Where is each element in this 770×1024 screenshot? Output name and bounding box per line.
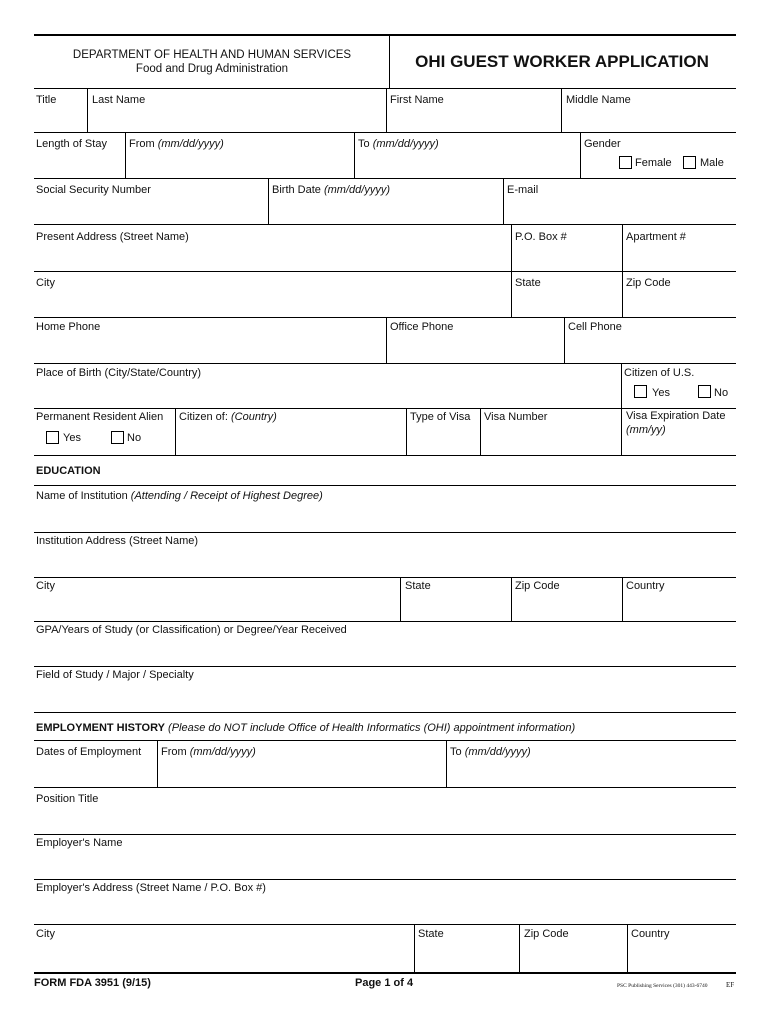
row-line: [34, 740, 736, 741]
row-line: [34, 834, 736, 835]
stay-to-label: To: [358, 138, 370, 150]
perm-resident-no-label: No: [127, 432, 142, 444]
citizen-of-field[interactable]: [176, 426, 405, 453]
first-name-field[interactable]: [387, 108, 560, 130]
middle-name-field[interactable]: [562, 108, 734, 130]
edu-country-field[interactable]: [623, 594, 734, 619]
institution-label: Name of Institution: [36, 490, 128, 502]
employment-heading-note: (Please do NOT include Office of Health Informatics (OHI) appointment information): [168, 722, 576, 734]
emp-to-label: To: [450, 746, 462, 758]
birth-date-field[interactable]: [269, 198, 502, 222]
edu-state-label: State: [405, 580, 431, 592]
citizen-us-no-checkbox[interactable]: [698, 385, 711, 398]
field-of-study-field[interactable]: [34, 684, 734, 709]
gender-female-label: Female: [635, 157, 672, 169]
visa-number-label: Visa Number: [484, 411, 548, 423]
row-line: [34, 363, 736, 364]
edu-city-label: City: [36, 580, 55, 592]
row-line: [34, 224, 736, 225]
cell-phone-field[interactable]: [565, 336, 734, 360]
stay-from-format: (mm/dd/yyyy): [157, 138, 224, 150]
row-line: [34, 132, 736, 133]
row-line: [34, 712, 736, 713]
position-title-label: Position Title: [36, 793, 99, 805]
home-phone-label: Home Phone: [36, 321, 101, 333]
edu-country-label: Country: [626, 580, 665, 592]
city-label: City: [36, 277, 55, 289]
employer-name-field[interactable]: [34, 852, 734, 877]
emp-from-label: From: [161, 746, 187, 758]
zip-label: Zip Code: [626, 277, 671, 289]
visa-number-field[interactable]: [481, 426, 620, 453]
ssn-field[interactable]: [34, 198, 267, 222]
zip-field[interactable]: [623, 291, 734, 315]
agency-name: Food and Drug Administration: [135, 63, 289, 75]
present-address-field[interactable]: [34, 246, 510, 270]
edu-city-field[interactable]: [34, 594, 399, 619]
ssn-label: Social Security Number: [36, 184, 151, 196]
stay-from-field[interactable]: [126, 152, 353, 176]
stay-from-label: From: [129, 138, 155, 150]
emp-state-field[interactable]: [415, 944, 518, 970]
education-heading: EDUCATION: [36, 465, 101, 477]
state-label: State: [515, 277, 541, 289]
perm-resident-yes-checkbox[interactable]: [46, 431, 59, 444]
row-line: [34, 879, 736, 880]
title-label: Title: [36, 94, 57, 106]
perm-resident-label: Permanent Resident Alien: [36, 411, 164, 423]
perm-resident-yes-label: Yes: [63, 432, 81, 444]
po-box-label: P.O. Box #: [515, 231, 567, 243]
perm-resident-no-checkbox[interactable]: [111, 431, 124, 444]
first-name-label: First Name: [390, 94, 444, 106]
citizen-us-yes-checkbox[interactable]: [634, 385, 647, 398]
type-of-visa-label: Type of Visa: [410, 411, 471, 423]
emp-city-field[interactable]: [34, 944, 413, 970]
form-title: OHI GUEST WORKER APPLICATION: [415, 52, 709, 71]
emp-country-label: Country: [631, 928, 670, 940]
place-of-birth-field[interactable]: [34, 381, 620, 405]
citizen-of-label: Citizen of:: [179, 411, 228, 423]
last-name-field[interactable]: [88, 108, 385, 130]
field-of-study-label: Field of Study / Major / Specialty: [36, 669, 194, 681]
emp-state-label: State: [418, 928, 444, 940]
row-line: [34, 317, 736, 318]
po-box-field[interactable]: [512, 246, 621, 270]
row-line: [34, 666, 736, 667]
visa-exp-field[interactable]: [622, 438, 734, 453]
length-of-stay-label: Length of Stay: [36, 138, 107, 150]
emp-city-label: City: [36, 928, 55, 940]
row-line: [34, 924, 736, 925]
edu-zip-label: Zip Code: [515, 580, 560, 592]
birth-date-label: Birth Date: [272, 184, 321, 196]
title-field[interactable]: [34, 108, 86, 130]
employer-name-label: Employer's Name: [36, 837, 123, 849]
emp-zip-label: Zip Code: [524, 928, 569, 940]
emp-from-field[interactable]: [158, 760, 445, 785]
row-line: [34, 408, 736, 409]
visa-exp-label: Visa Expiration Date: [626, 410, 726, 422]
employment-dates-label: Dates of Employment: [36, 746, 142, 758]
gender-label: Gender: [584, 138, 621, 150]
type-of-visa-field[interactable]: [407, 426, 479, 453]
row-line: [34, 455, 736, 456]
top-border: [34, 34, 736, 36]
row-line: [34, 577, 736, 578]
apartment-label: Apartment #: [626, 231, 686, 243]
edu-zip-field[interactable]: [512, 594, 621, 619]
row-line: [34, 271, 736, 272]
citizen-us-no-label: No: [714, 387, 729, 399]
stay-to-format: (mm/dd/yyyy): [372, 138, 439, 150]
form-id: FORM FDA 3951 (9/15): [34, 977, 151, 989]
employer-address-label: Employer's Address (Street Name / P.O. Box #): [36, 882, 266, 894]
publisher-credit: PSC Publishing Services (301) 443-6740: [617, 983, 708, 989]
page-number: Page 1 of 4: [355, 977, 414, 989]
present-address-label: Present Address (Street Name): [36, 231, 189, 243]
city-field[interactable]: [34, 291, 510, 315]
footer-line: [34, 972, 736, 974]
department-name: DEPARTMENT OF HEALTH AND HUMAN SERVICES: [72, 49, 352, 61]
inst-address-label: Institution Address (Street Name): [36, 535, 199, 547]
birth-date-format: (mm/dd/yyyy): [323, 184, 390, 196]
email-field[interactable]: [504, 198, 734, 222]
apartment-field[interactable]: [623, 246, 734, 270]
place-of-birth-label: Place of Birth (City/State/Country): [36, 367, 202, 379]
gender-female-checkbox[interactable]: [619, 156, 632, 169]
visa-exp-format: (mm/yy): [626, 424, 666, 436]
position-title-field[interactable]: [34, 808, 734, 833]
row-line: [34, 178, 736, 179]
stay-to-field[interactable]: [355, 152, 579, 176]
inst-address-field[interactable]: [34, 550, 734, 575]
header-bottom-line: [34, 88, 736, 89]
citizen-of-format: (Country): [230, 411, 277, 423]
gpa-field[interactable]: [34, 639, 734, 664]
ef-mark: EF: [726, 981, 735, 989]
home-phone-field[interactable]: [34, 336, 385, 360]
row-line: [34, 532, 736, 533]
office-phone-field[interactable]: [387, 336, 563, 360]
row-line: [34, 621, 736, 622]
gender-male-checkbox[interactable]: [683, 156, 696, 169]
office-phone-label: Office Phone: [390, 321, 454, 333]
institution-format: (Attending / Receipt of Highest Degree): [130, 490, 323, 502]
emp-country-field[interactable]: [628, 944, 734, 970]
edu-state-field[interactable]: [401, 594, 510, 619]
middle-name-label: Middle Name: [566, 94, 631, 106]
email-label: E-mail: [507, 184, 539, 196]
cell-phone-label: Cell Phone: [568, 321, 622, 333]
last-name-label: Last Name: [92, 94, 146, 106]
employer-address-field[interactable]: [34, 897, 734, 922]
row-line: [34, 787, 736, 788]
employment-heading: EMPLOYMENT HISTORY: [36, 722, 165, 734]
gender-male-label: Male: [700, 157, 724, 169]
emp-zip-field[interactable]: [520, 944, 626, 970]
citizen-us-label: Citizen of U.S.: [624, 367, 695, 379]
institution-field[interactable]: [34, 505, 734, 530]
divider: [580, 132, 581, 178]
gpa-label: GPA/Years of Study (or Classification) or Degree/Year Received: [36, 624, 347, 636]
emp-to-format: (mm/dd/yyyy): [464, 746, 531, 758]
emp-to-field[interactable]: [447, 760, 734, 785]
state-field[interactable]: [512, 291, 621, 315]
row-line: [34, 485, 736, 486]
emp-from-format: (mm/dd/yyyy): [189, 746, 256, 758]
citizen-us-yes-label: Yes: [652, 387, 670, 399]
